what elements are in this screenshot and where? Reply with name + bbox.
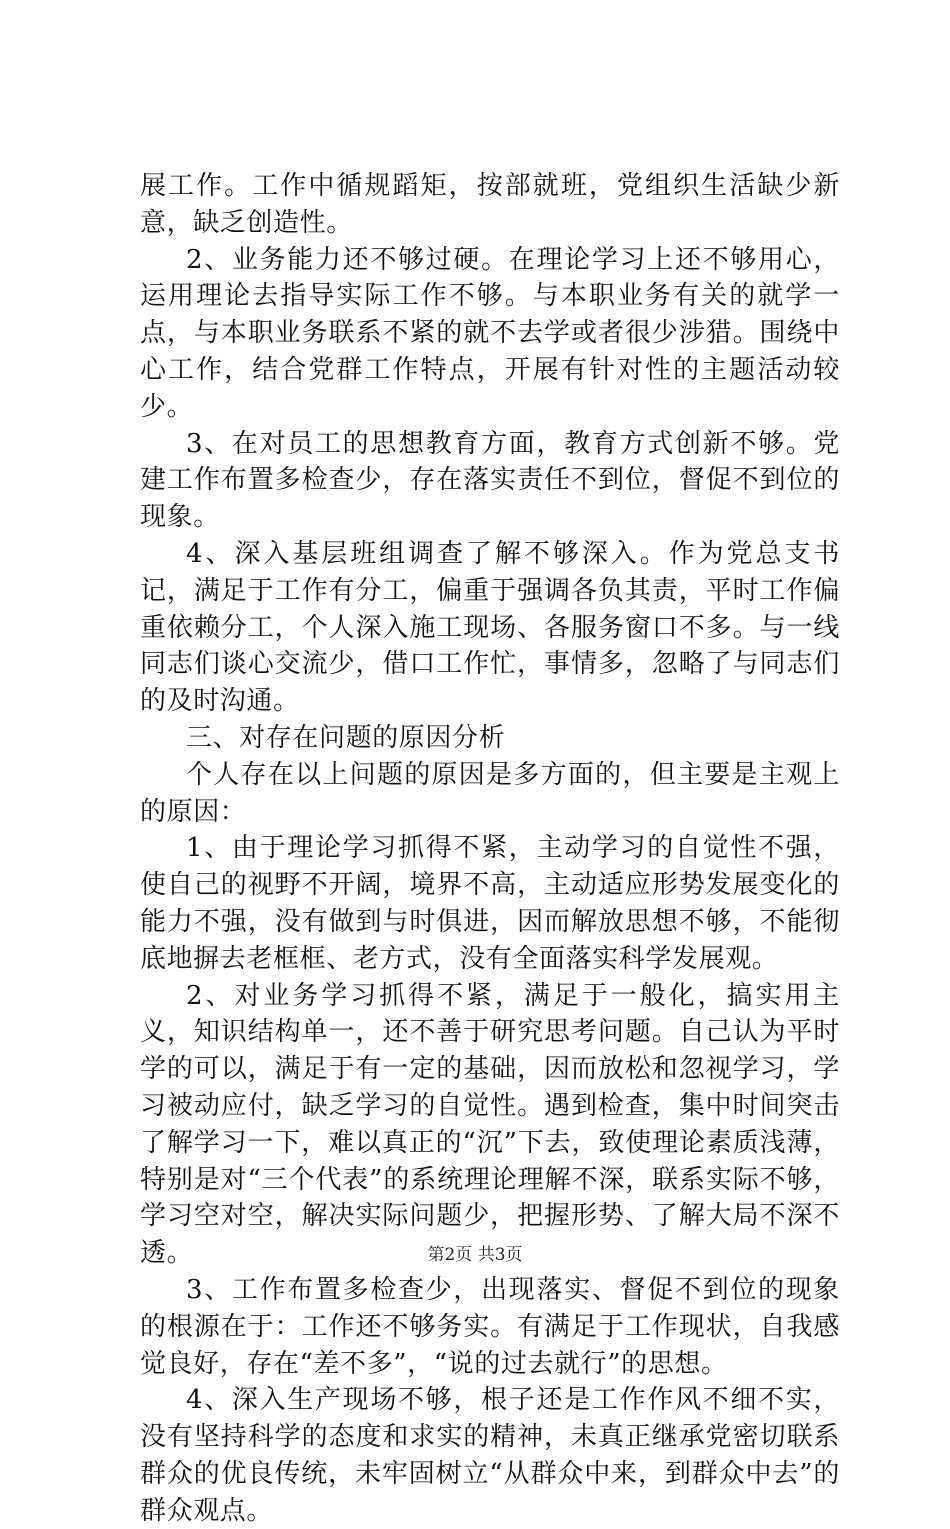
paragraph-cause-2: 2、对业务学习抓得不紧，满足于一般化，搞实用主义，知识结构单一，还不善于研究思考问题。自己认为平时学的可以，满足于有一定的基础，因而放松和忽视学习，学习被动应付，缺乏学习的自觉性。遇到检查，集中时间突击了解学习一下，难以真正的“沉”下去，致使理论素质浅薄，特别是对“三个代表”的系统理论理解不深，联系实际不够，学习空对空，解决实际问题少，把握形势、了解大局不深不透。 (140, 980, 840, 1269)
paragraph-cause-intro: 个人存在以上问题的原因是多方面的，但主要是主观上的原因： (140, 759, 840, 827)
paragraph-cause-1: 1、由于理论学习抓得不紧，主动学习的自觉性不强，使自己的视野不开阔，境界不高，主动适应形势发展变化的能力不强，没有做到与时俱进，因而解放思想不够，不能彻底地摒去老框框、老方式，没有全面落实科学发展观。 (140, 833, 840, 974)
paragraph-problem-3: 3、在对员工的思想教育方面，教育方式创新不够。党建工作布置多检查少，存在落实责任不到位，督促不到位的现象。 (140, 428, 840, 533)
paragraph-problem-4: 4、深入基层班组调查了解不够深入。作为党总支书记，满足于工作有分工，偏重于强调各负其责，平时工作偏重依赖分工，个人深入施工现场、各服务窗口不多。与一线同志们谈心交流少，借口工作忙，事情多，忽略了与同志们的及时沟通。 (140, 538, 840, 717)
paragraph-continuation: 展工作。工作中循规蹈矩，按部就班，党组织生活缺少新意，缺乏创造性。 (140, 171, 840, 238)
paragraph-cause-4: 4、深入生产现场不够，根子还是工作作风不细不实，没有坚持科学的态度和求实的精神，未真正继承党密切联系群众的优良传统，未牢固树立“从群众中来，到群众中去”的群众观点。 (140, 1385, 840, 1526)
document-body (140, 168, 840, 1529)
paragraph-cause-3: 3、工作布置多检查少，出现落实、督促不到位的现象的根源在于：工作还不够务实。有满足于工作现状，自我感觉良好，存在“差不多”，“说的过去就行”的思想。 (140, 1274, 840, 1379)
paragraph-problem-2: 2、业务能力还不够过硬。在理论学习上还不够用心，运用理论去指导实际工作不够。与本职业务有关的就学一点，与本职业务联系不紧的就不去学或者很少涉猎。围绕中心工作，结合党群工作特点，开展有针对性的主题活动较少。 (140, 244, 840, 422)
page-number: 第2页 共3页 (427, 1245, 523, 1265)
section-heading-cause-analysis: 三、对存在问题的原因分析 (186, 722, 506, 753)
